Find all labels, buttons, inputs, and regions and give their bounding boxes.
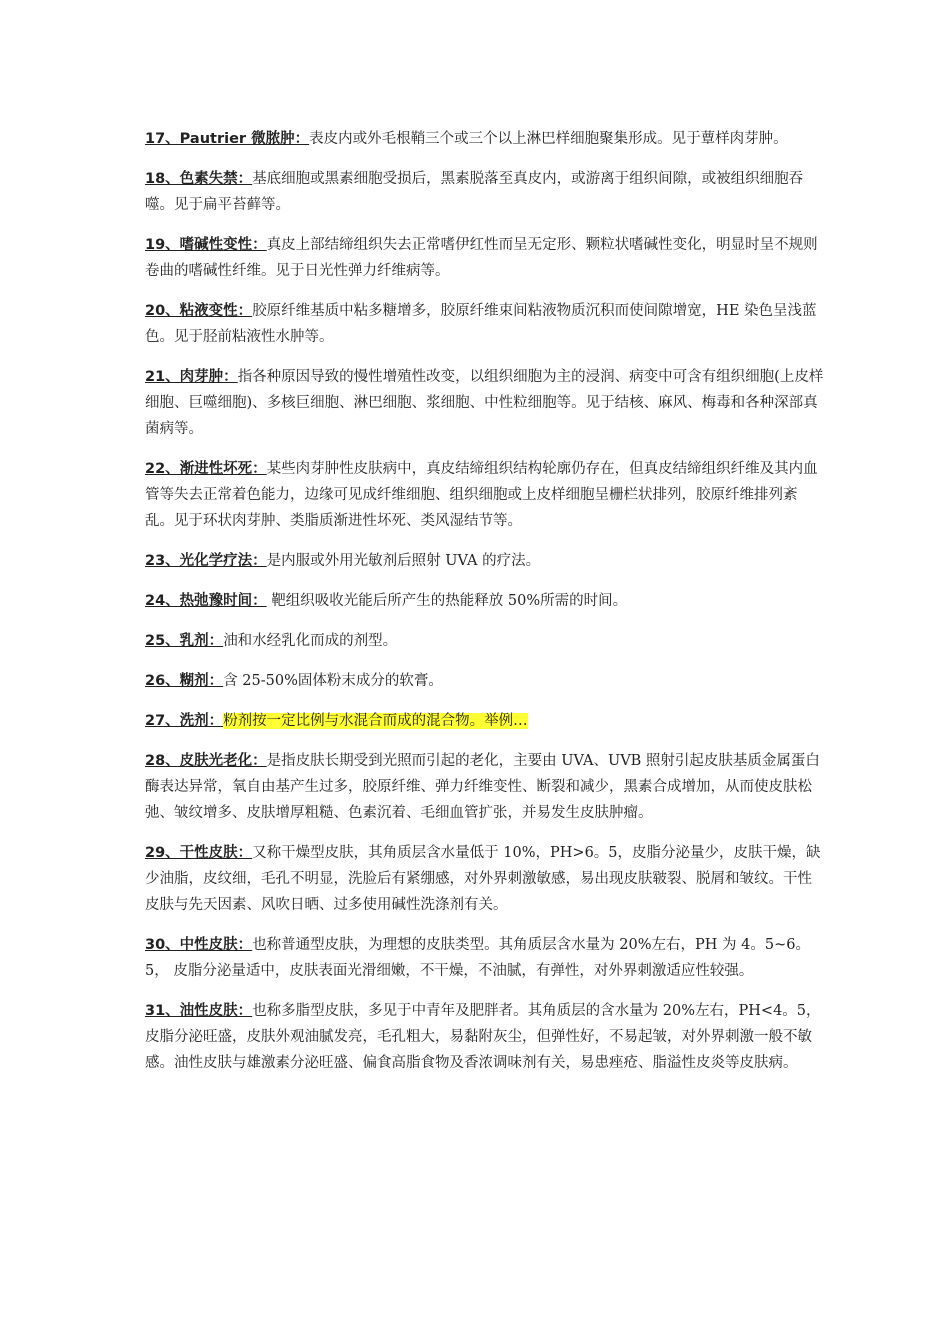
entry-definition: 含 25-50%固体粉末成分的软膏。 bbox=[223, 673, 443, 689]
entry-17 bbox=[145, 126, 825, 152]
entry-definition: 是内服或外用光敏剂后照射 UVA 的疗法。 bbox=[266, 553, 541, 569]
entry-29 bbox=[145, 840, 825, 918]
entry-term: 19、嗜碱性变性： bbox=[145, 237, 267, 253]
entry-term: 27、洗剂： bbox=[145, 713, 224, 729]
entry-definition-highlighted: 粉剂按一定比例与水混合而成的混合物。举例… bbox=[223, 713, 528, 729]
entry-30 bbox=[145, 932, 825, 984]
entry-definition: 表皮内或外毛根鞘三个或三个以上淋巴样细胞聚集形成。见于蕈样肉芽肿。 bbox=[309, 131, 788, 147]
entry-definition: 胶原纤维基质中粘多糖增多，胶原纤维束间粘液物质沉积而使间隙增宽，HE 染色呈浅蓝色。见于胫前粘液性水肿等。 bbox=[145, 303, 817, 345]
entry-22 bbox=[145, 456, 825, 534]
entry-31 bbox=[145, 998, 825, 1076]
entry-definition: 也称普通型皮肤，为理想的皮肤类型。其角质层含水量为 20%左右，PH 为 4。5~6。5， 皮脂分泌量适中，皮肤表面光滑细嫩，不干燥，不油腻，有弹性，对外界刺激适应性较强。 bbox=[145, 937, 810, 979]
entry-26 bbox=[145, 668, 825, 694]
entry-definition: 某些肉芽肿性皮肤病中，真皮结缔组织结构轮廓仍存在，但真皮结缔组织纤维及其内血管等失去正常着色能力，边缘可见成纤维细胞、组织细胞或上皮样细胞呈栅栏状排列，胶原纤维排列紊乱。见于环状肉芽肿、类脂质渐进性坏死、类风湿结节等。 bbox=[145, 461, 818, 529]
entry-term: 31、油性皮肤： bbox=[145, 1003, 253, 1019]
entry-20 bbox=[145, 298, 825, 350]
entry-25 bbox=[145, 628, 825, 654]
entry-term: 23、光化学疗法： bbox=[145, 553, 267, 569]
entry-27 bbox=[145, 708, 825, 734]
entry-term: 24、热弛豫时间： bbox=[145, 593, 267, 609]
entry-term: 22、渐进性坏死： bbox=[145, 461, 267, 477]
entry-term: 20、粘液变性： bbox=[145, 303, 253, 319]
entry-term: 17、Pautrier 微脓肿： bbox=[145, 131, 310, 147]
entry-definition: 是指皮肤长期受到光照而引起的老化，主要由 UVA、UVB 照射引起皮肤基质金属蛋白酶表达异常，氧自由基产生过多，胶原纤维、弹力纤维变性、断裂和减少，黑素合成增加，从而使皮肤松弛、皱纹增多、皮肤增厚粗糙、色素沉着、毛细血管扩张，并易发生皮肤肿瘤。 bbox=[145, 753, 820, 821]
entry-21 bbox=[145, 364, 825, 442]
document-page bbox=[145, 126, 825, 1090]
entry-28 bbox=[145, 748, 825, 826]
entry-term: 29、干性皮肤： bbox=[145, 845, 253, 861]
entry-23 bbox=[145, 548, 825, 574]
entry-definition: 靶组织吸收光能后所产生的热能释放 50%所需的时间。 bbox=[266, 593, 628, 609]
entry-definition: 油和水经乳化而成的剂型。 bbox=[223, 633, 398, 649]
entry-term: 25、乳剂： bbox=[145, 633, 224, 649]
entry-19 bbox=[145, 232, 825, 284]
entry-definition: 真皮上部结缔组织失去正常嗜伊红性而呈无定形、颗粒状嗜碱性变化，明显时呈不规则卷曲的嗜碱性纤维。见于日光性弹力纤维病等。 bbox=[145, 237, 818, 279]
entry-definition: 指各种原因导致的慢性增殖性改变，以组织细胞为主的浸润、病变中可含有组织细胞(上皮样细胞、巨噬细胞)、多核巨细胞、淋巴细胞、浆细胞、中性粒细胞等。见于结核、麻风、梅毒和各种深部真菌病等。 bbox=[145, 369, 824, 437]
entry-term: 28、皮肤光老化： bbox=[145, 753, 267, 769]
entry-18 bbox=[145, 166, 825, 218]
entry-term: 26、糊剂： bbox=[145, 673, 224, 689]
entry-24 bbox=[145, 588, 825, 614]
entry-definition: 基底细胞或黑素细胞受损后，黑素脱落至真皮内，或游离于组织间隙，或被组织细胞吞噬。见于扁平苔藓等。 bbox=[145, 171, 804, 213]
entry-term: 21、肉芽肿： bbox=[145, 369, 238, 385]
entry-definition: 又称干燥型皮肤，其角质层含水量低于 10%，PH>6。5，皮脂分泌量少，皮肤干燥，缺少油脂，皮纹细，毛孔不明显，洗脸后有紧绷感，对外界刺激敏感，易出现皮肤皲裂、脱屑和皱纹。干性皮肤与先天因素、风吹日晒、过多使用碱性洗涤剂有关。 bbox=[145, 845, 821, 913]
entry-term: 30、中性皮肤： bbox=[145, 937, 253, 953]
entry-term: 18、色素失禁： bbox=[145, 171, 253, 187]
entry-definition: 也称多脂型皮肤，多见于中青年及肥胖者。其角质层的含水量为 20%左右，PH<4。5，皮脂分泌旺盛，皮肤外观油腻发亮，毛孔粗大，易黏附灰尘，但弹性好，不易起皱，对外界刺激一般不敏感。油性皮肤与雄激素分泌旺盛、偏食高脂食物及香浓调味剂有关，易患痤疮、脂溢性皮炎等皮肤病。 bbox=[145, 1003, 821, 1071]
